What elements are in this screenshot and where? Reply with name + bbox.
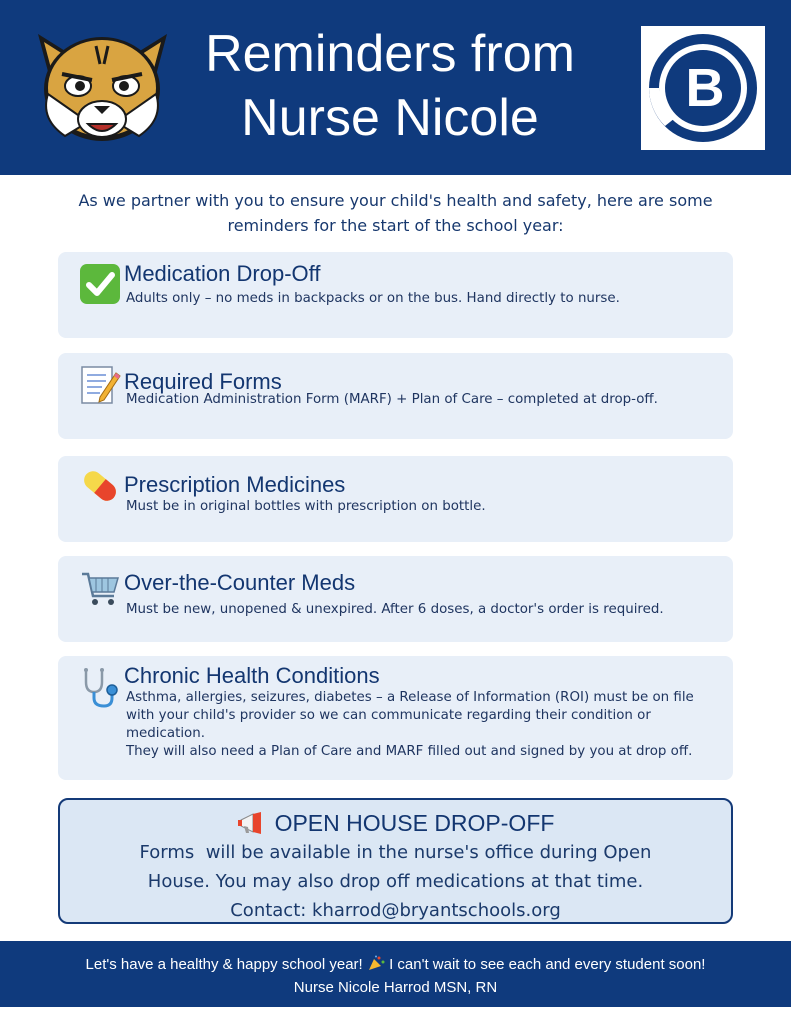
card-body: Adults only – no meds in backpacks or on the bus. Hand directly to nurse.: [126, 291, 620, 306]
card-title: Chronic Health Conditions: [124, 663, 380, 688]
card-title: Over-the-Counter Meds: [124, 570, 356, 595]
intro-text: As we partner with you to ensure your child's health and safety, here are some reminders for the start of the school year:: [78, 191, 713, 235]
logo-letter: B: [685, 58, 725, 118]
footer-banner: [0, 941, 791, 1007]
card-body: Must be in original bottles with prescription on bottle.: [126, 499, 486, 514]
memo-icon: [78, 363, 122, 407]
open-house-title-text: OPEN HOUSE DROP-OFF: [274, 810, 555, 836]
megaphone-icon: [237, 811, 267, 835]
card-medication-drop-off: [58, 252, 733, 338]
card-body-paragraph-2: They will also need a Plan of Care and MARF filled out and signed by you at drop off.: [126, 744, 693, 759]
card-over-the-counter-meds: [58, 556, 733, 642]
open-house-title: [60, 810, 731, 837]
school-logo: [641, 26, 765, 150]
card-title: Prescription Medicines: [124, 472, 346, 497]
check-mark-icon: [78, 262, 122, 306]
title-line-2: Nurse Nicole: [241, 89, 539, 147]
footer-greeting: Let's have a healthy & happy school year!: [85, 956, 363, 973]
open-house-body: [80, 838, 711, 925]
card-chronic-health-conditions: [58, 656, 733, 780]
open-house-box: [58, 798, 733, 924]
card-body: Medication Administration Form (MARF) + Plan of Care – completed at drop-off.: [126, 392, 658, 407]
card-required-forms: [58, 353, 733, 439]
bobcat-mascot-icon: [30, 24, 175, 149]
footer-signature: Nurse Nicole Harrod MSN, RN: [293, 979, 498, 996]
page-title: [180, 22, 600, 150]
b-logo-icon: [641, 26, 765, 150]
card-body-paragraph-1: Asthma, allergies, seizures, diabetes – a Release of Information (ROI) must be on file with your child's provider so we can communicate regarding their condition or medication.: [126, 690, 694, 741]
footer-message: I can't wait to see each and every student soon!: [389, 956, 706, 973]
stethoscope-icon: [78, 666, 122, 710]
footer-line-1: [0, 955, 791, 973]
title-line-1: Reminders from: [205, 25, 575, 83]
card-prescription-medicines: [58, 456, 733, 542]
shopping-cart-icon: [78, 566, 122, 610]
card-body: Must be new, unopened & unexpired. After 6 doses, a doctor's order is required.: [126, 602, 664, 617]
open-house-contact: Contact: kharrod@bryantschools.org: [230, 900, 561, 921]
party-popper-icon: [367, 955, 385, 971]
card-title: Medication Drop-Off: [124, 261, 321, 286]
open-house-line-2: House. You may also drop off medications at that time.: [147, 871, 644, 892]
open-house-line-1: Forms will be available in the nurse's office during Open: [139, 842, 652, 863]
card-body: [126, 689, 721, 761]
card-title: Required Forms: [124, 369, 282, 394]
header-banner: [0, 0, 791, 175]
pill-icon: [78, 464, 122, 508]
